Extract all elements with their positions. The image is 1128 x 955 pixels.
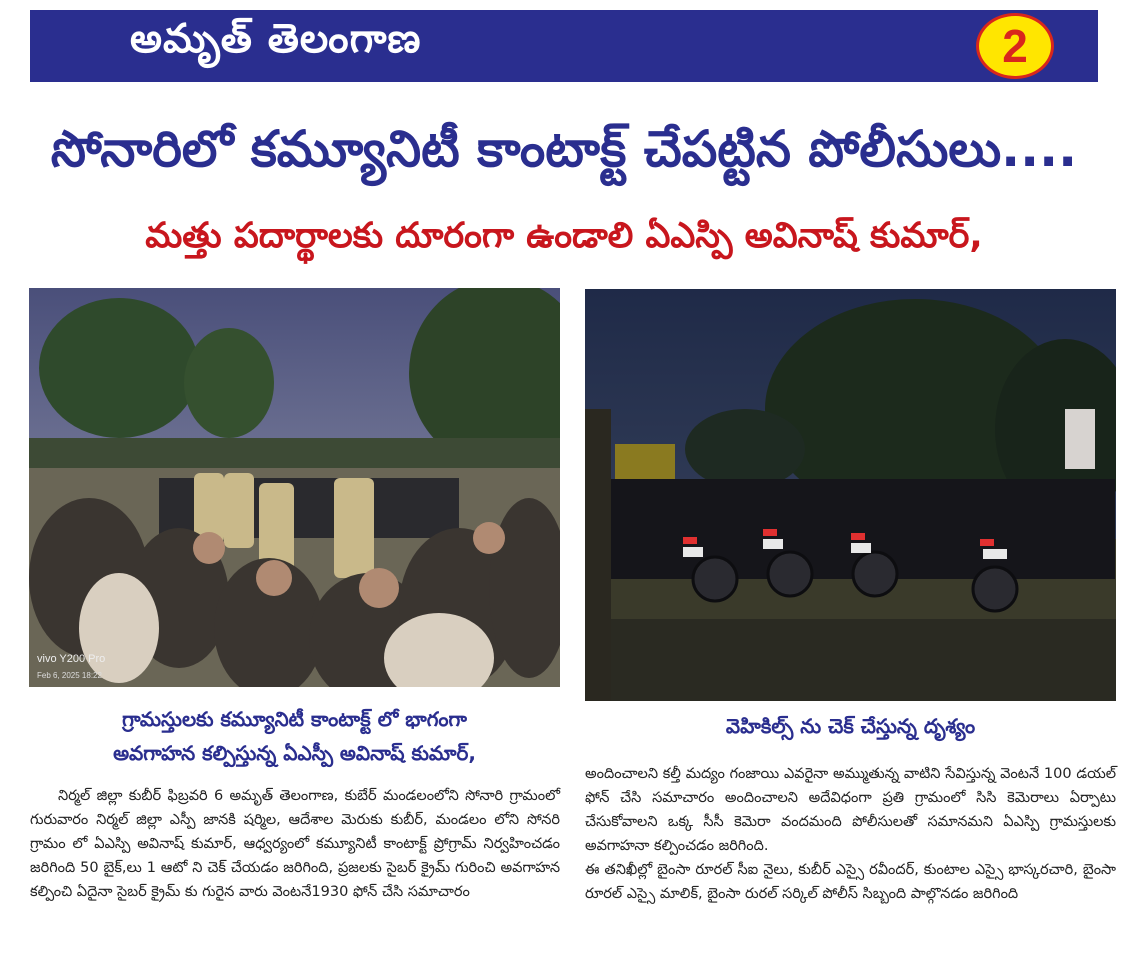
subheadline: మత్తు పదార్థాలకు దూరంగా ఉండాలి ఏఎస్పి అవినాష్ కుమార్, [145,216,983,256]
camera-watermark-stamp: Feb 6, 2025 18:22 [37,671,102,680]
article-body-left: నిర్మల్ జిల్లా కుబీర్ ఫిబ్రవరి 6 అమృత్ తెలంగాణ, కుబేర్ మండలంలోని సోనారి గ్రామంలో గురువారం నిర్మల్ జిల్లా ఎస్పీ జానకి షర్మిల, ఆదేశాల మెరుకు కుబీర్, మండలం లోని సోనరి గ్రామం లో ఏఎస్పి అవినాష్ కుమార్, ఆధ్వర్యంలో కమ్యూనిటీ కాంటాక్ట్ ప్రోగ్రామ్ నిర్వహించడం జరిగింది 50 బైక్,లు 1 ఆటో ని చెక్ చేయడం జరిగింది, ప్రజలకు సైబర్ క్రైమ్ గురించి అవగాహన కల్పించి ఏదైనా సైబర్ క్రైమ్ కు గురైన వారు వెంటనే1930 ఫోన్ చేసి సమాచారం [30,788,560,900]
page-number-badge: 2 [976,13,1054,79]
photo-parked-motorcycles [585,289,1116,701]
caption-left-line1: గ్రామస్తులకు కమ్యూనిటీ కాంటాక్ట్ లో భాగంగా [122,707,467,731]
headline: సోనారిలో కమ్యూనిటీ కాంటాక్ట్ చేపట్టిన పోలీసులు.... [50,120,1078,178]
caption-left-line2: అవగాహన కల్పిస్తున్న ఏఎస్పీ అవినాష్ కుమార్, [113,741,476,765]
masthead-title: అమృత్ తెలంగాణ [130,16,422,62]
article-body-right [585,762,1116,906]
camera-watermark-brand: vivo Y200 Pro [37,653,106,665]
photo-caption-left [29,702,560,770]
photo-police-meeting-villagers [29,288,560,687]
photo-caption-right: వెహికిల్స్ ను చెక్ చేస్తున్న దృశ్యం [725,714,976,738]
masthead-banner [30,10,1098,82]
article-right-paragraph-2: ఈ తనిఖీల్లో బైంసా రూరల్ సీఐ నైలు, కుబీర్ ఎస్సై రవీందర్, కుంటాల ఎస్సై భాస్కరచారి, బైంసా రూరల్ ఎస్సై మాలిక్, బైంసా రురల్ సర్కిల్ పోలీస్ సిబ్బంది పాల్గొనడం జరిగింది [585,862,1116,902]
article-right-paragraph-1: అందించాలని కల్తీ మద్యం గంజాయి ఎవరైనా అమ్ముతున్న వాటిని సేవిస్తున్న వెంటనే 100 డయల్ ఫోన్ చేసి సమాచారం అందించాలని అదేవిధంగా ప్రతి గ్రామంలో సిసి కెమెరాలు ఏర్పాటు చేసుకోవాలని ఒక్క సీసీ కెమెరా వందమంది పోలీసులతో సమానమని ఏఎస్పి గ్రామస్తులకు అవగాహనా కల్పించడం జరిగింది. [585,766,1116,854]
